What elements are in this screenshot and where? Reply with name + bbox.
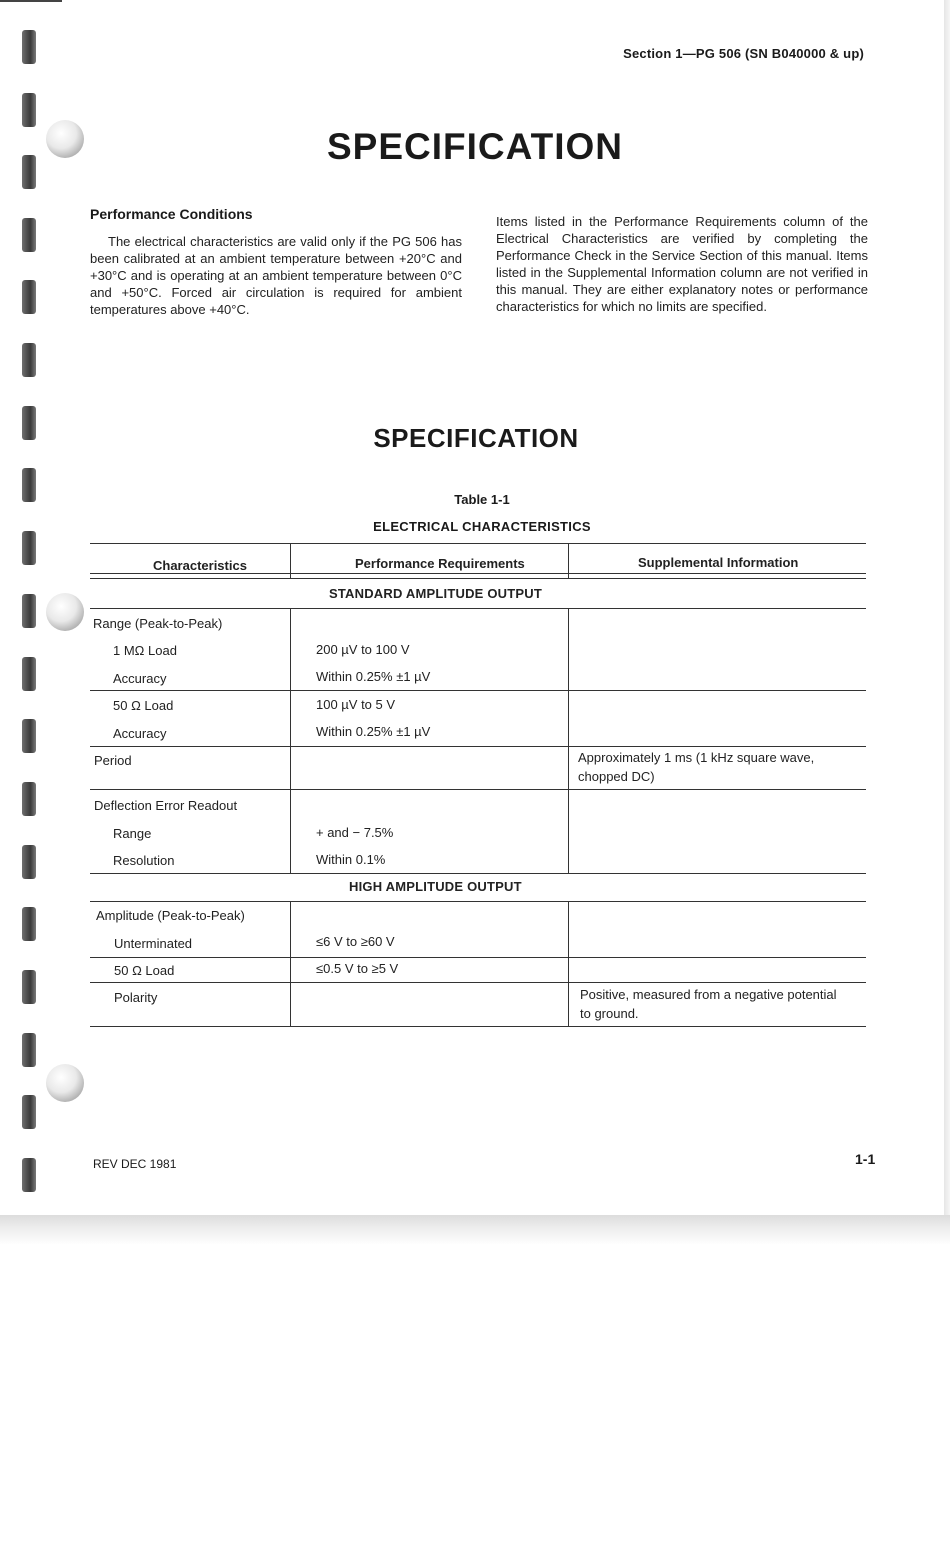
row-period: Period <box>94 753 132 768</box>
binder-slot <box>22 30 36 64</box>
row-resolution: Resolution <box>113 853 175 868</box>
binder-holes <box>0 0 100 1215</box>
row-deflection-error-readout: Deflection Error Readout <box>94 798 238 813</box>
row-high-50-ohm-load-requirement: ≤0.5 V to ≥5 V <box>316 961 399 976</box>
table-rule <box>90 901 866 902</box>
table-column-rule <box>290 901 291 1026</box>
binder-slot <box>22 845 36 879</box>
table-rule <box>90 608 866 609</box>
column-header-performance: Performance Requirements <box>355 556 525 571</box>
binder-slot <box>22 531 36 565</box>
table-rule <box>90 789 866 790</box>
row-high-50-ohm-load: 50 Ω Load <box>114 963 175 978</box>
row-1m-load-requirement: 200 µV to 100 V <box>316 642 410 657</box>
performance-conditions-heading: Performance Conditions <box>90 206 253 222</box>
table-label: Table 1-1 <box>454 492 510 507</box>
row-polarity: Polarity <box>114 990 158 1005</box>
row-range-peak-to-peak: Range (Peak-to-Peak) <box>93 616 223 631</box>
row-unterminated: Unterminated <box>114 936 193 951</box>
section-header: Section 1—PG 506 (SN B040000 & up) <box>623 46 864 61</box>
row-polarity-info: Positive, measured from a negative potential to ground. <box>580 987 837 1021</box>
binder-slot <box>22 1033 36 1067</box>
binder-slot <box>22 280 36 314</box>
table-rule <box>90 982 866 983</box>
binder-slot <box>22 343 36 377</box>
intro-right-paragraph: Items listed in the Performance Requirements column of the Electrical Characteristics are verified by completing the Performance Check in the Service Section of this manual. Items listed in the Supplemental Information column are not verified in this manual. They are either explanatory notes or performance characteristics for which no limits are specified. <box>496 214 868 314</box>
row-range-requirement: + and − 7.5% <box>316 825 394 840</box>
page-edge <box>944 0 950 1230</box>
column-header-supplemental: Supplemental Information <box>638 555 799 570</box>
page-number: 1-1 <box>855 1151 876 1167</box>
binder-slot <box>22 970 36 1004</box>
row-amplitude-peak-to-peak: Amplitude (Peak-to-Peak) <box>96 908 245 923</box>
binder-slot <box>22 782 36 816</box>
binder-slot <box>22 1158 36 1192</box>
table-column-rule <box>290 543 291 578</box>
binder-slot <box>22 218 36 252</box>
row-1m-load: 1 MΩ Load <box>113 643 177 658</box>
row-unterminated-requirement: ≤6 V to ≥60 V <box>316 934 395 949</box>
table-column-rule <box>290 608 291 873</box>
table-bottom-rule <box>90 1026 866 1027</box>
spec-title: SPECIFICATION <box>373 423 579 453</box>
binder-slot <box>22 594 36 628</box>
binder-slot <box>22 657 36 691</box>
binder-slot <box>22 1095 36 1129</box>
table-header-rule <box>90 573 866 574</box>
table-rule <box>90 957 866 958</box>
table-rule <box>90 873 866 874</box>
table-column-rule <box>568 608 569 873</box>
row-accuracy-requirement: Within 0.25% ±1 µV <box>316 669 431 684</box>
binder-ring <box>46 1064 84 1102</box>
binder-slot <box>22 719 36 753</box>
page-shadow <box>0 1215 950 1245</box>
intro-left-paragraph: The electrical characteristics are valid only if the PG 506 has been calibrated at an ambient temperature between +20°C and +30°C and is operating at an ambient temperature between 0°C and +50°C. Forced air circulation is required for ambient temperatures above +40°C. <box>90 234 462 317</box>
table-column-rule <box>568 901 569 1026</box>
page-title: SPECIFICATION <box>327 126 623 167</box>
row-accuracy: Accuracy <box>113 726 167 741</box>
row-50-ohm-load: 50 Ω Load <box>113 698 174 713</box>
column-header-characteristics: Characteristics <box>153 558 247 573</box>
table-caption: ELECTRICAL CHARACTERISTICS <box>373 519 591 534</box>
row-resolution-requirement: Within 0.1% <box>316 852 386 867</box>
revision-footer: REV DEC 1981 <box>93 1157 177 1171</box>
band-high-amplitude: HIGH AMPLITUDE OUTPUT <box>349 879 522 894</box>
row-range: Range <box>113 826 152 841</box>
row-accuracy: Accuracy <box>113 671 167 686</box>
binder-slot <box>22 93 36 127</box>
table-rule <box>90 746 866 747</box>
binder-ring <box>46 593 84 631</box>
row-period-info: Approximately 1 ms (1 kHz square wave, chopped DC) <box>578 750 815 784</box>
table-rule <box>90 690 866 691</box>
table-column-rule <box>568 543 569 578</box>
table-top-rule <box>90 543 866 544</box>
row-50-ohm-load-requirement: 100 µV to 5 V <box>316 697 396 712</box>
binder-slot <box>22 907 36 941</box>
table-header-rule <box>90 578 866 579</box>
row-accuracy-requirement: Within 0.25% ±1 µV <box>316 724 431 739</box>
band-standard-amplitude: STANDARD AMPLITUDE OUTPUT <box>329 586 542 601</box>
